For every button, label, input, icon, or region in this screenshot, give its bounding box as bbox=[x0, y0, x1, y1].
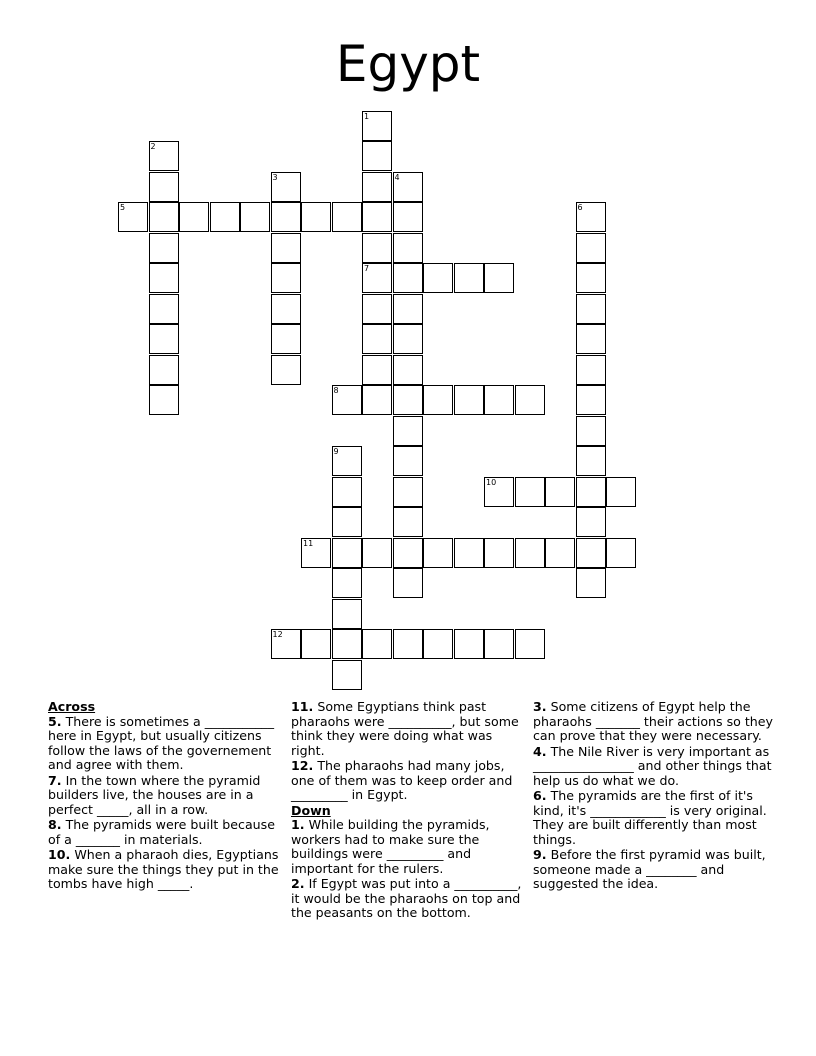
clue-column-3 bbox=[533, 700, 773, 893]
cell-number: 2 bbox=[150, 142, 156, 151]
clue-number: 4. bbox=[533, 743, 547, 759]
clue-text: In the town where the pyramid builders live, the houses are in a perfect _____, all in a row. bbox=[48, 772, 261, 817]
grid-cell[interactable] bbox=[362, 263, 392, 293]
clue-across-5 bbox=[48, 715, 284, 773]
grid-cell[interactable] bbox=[271, 355, 301, 385]
grid-cell[interactable] bbox=[393, 568, 423, 598]
grid-cell[interactable] bbox=[576, 294, 606, 324]
grid-cell[interactable] bbox=[576, 263, 606, 293]
grid-cell[interactable] bbox=[362, 629, 392, 659]
grid-cell[interactable] bbox=[271, 294, 301, 324]
grid-cell[interactable] bbox=[423, 263, 453, 293]
grid-cell[interactable] bbox=[606, 538, 636, 568]
cell-number: 11 bbox=[303, 538, 314, 548]
grid-cell[interactable] bbox=[332, 446, 362, 476]
grid-cell[interactable] bbox=[332, 202, 362, 232]
grid-cell[interactable] bbox=[149, 141, 179, 171]
grid-cell[interactable] bbox=[576, 324, 606, 354]
grid-cell[interactable] bbox=[454, 629, 484, 659]
grid-cell[interactable] bbox=[362, 294, 392, 324]
grid-cell[interactable] bbox=[332, 507, 362, 537]
clue-number: 6. bbox=[533, 788, 547, 803]
grid-cell[interactable] bbox=[515, 477, 545, 507]
grid-cell[interactable] bbox=[362, 141, 392, 171]
grid-cell[interactable] bbox=[606, 477, 636, 507]
grid-cell[interactable] bbox=[271, 629, 301, 659]
grid-cell[interactable] bbox=[271, 172, 301, 202]
grid-cell[interactable] bbox=[393, 202, 423, 232]
grid-cell[interactable] bbox=[149, 294, 179, 324]
grid-cell[interactable] bbox=[301, 538, 331, 568]
grid-cell[interactable] bbox=[393, 538, 423, 568]
clue-down-9 bbox=[533, 848, 773, 892]
cell-number: 7 bbox=[364, 264, 370, 273]
grid-cell[interactable] bbox=[362, 538, 392, 568]
cell-number: 10 bbox=[486, 477, 497, 487]
clue-down-6 bbox=[533, 789, 773, 847]
clue-text: Some citizens of Egypt help the pharaohs _______ their actions so they can prove that they were necessary. bbox=[533, 699, 773, 743]
grid-cell[interactable] bbox=[301, 202, 331, 232]
clue-across-7 bbox=[48, 774, 284, 818]
grid-cell[interactable] bbox=[576, 355, 606, 385]
grid-cell[interactable] bbox=[515, 538, 545, 568]
grid-cell[interactable] bbox=[240, 202, 270, 232]
grid-cell[interactable] bbox=[576, 477, 606, 507]
clue-down-1 bbox=[291, 818, 527, 876]
grid-cell[interactable] bbox=[210, 202, 240, 232]
grid-cell[interactable] bbox=[393, 294, 423, 324]
grid-cell[interactable] bbox=[423, 385, 453, 415]
grid-cell[interactable] bbox=[149, 202, 179, 232]
clue-number: 1. bbox=[291, 817, 305, 832]
grid-cell[interactable] bbox=[393, 172, 423, 202]
clue-number: 7. bbox=[48, 772, 62, 788]
grid-cell[interactable] bbox=[393, 629, 423, 659]
grid-cell[interactable] bbox=[393, 507, 423, 537]
clue-text: The pyramids are the first of it's kind, it's ____________ is very original. They are built differently than most things. bbox=[533, 788, 767, 847]
grid-cell[interactable] bbox=[301, 629, 331, 659]
grid-cell[interactable] bbox=[576, 507, 606, 537]
cell-number: 12 bbox=[272, 630, 283, 639]
grid-cell[interactable] bbox=[271, 202, 301, 232]
grid-cell[interactable] bbox=[149, 385, 179, 415]
grid-cell[interactable] bbox=[149, 172, 179, 202]
grid-cell[interactable] bbox=[423, 629, 453, 659]
cell-number: 8 bbox=[333, 386, 339, 395]
grid-cell[interactable] bbox=[576, 233, 606, 263]
clue-across-10 bbox=[48, 848, 284, 892]
grid-cell[interactable] bbox=[362, 172, 392, 202]
grid-cell[interactable] bbox=[393, 233, 423, 263]
grid-cell[interactable] bbox=[332, 385, 362, 415]
grid-cell[interactable] bbox=[393, 263, 423, 293]
grid-cell[interactable] bbox=[576, 202, 606, 232]
grid-cell[interactable] bbox=[362, 111, 392, 141]
grid-cell[interactable] bbox=[576, 446, 606, 476]
grid-cell[interactable] bbox=[393, 324, 423, 354]
grid-cell[interactable] bbox=[515, 629, 545, 659]
grid-cell[interactable] bbox=[149, 355, 179, 385]
clue-text: The pharaohs had many jobs, one of them was to keep order and _________ in Egypt. bbox=[291, 758, 513, 802]
clue-text: There is sometimes a ___________ here in Egypt, but usually citizens follow the laws of the governement and agree with them. bbox=[48, 713, 275, 772]
grid-cell[interactable] bbox=[362, 233, 392, 263]
grid-cell[interactable] bbox=[332, 599, 362, 629]
clue-number: 3. bbox=[533, 699, 547, 714]
grid-cell[interactable] bbox=[423, 538, 453, 568]
grid-cell[interactable] bbox=[576, 416, 606, 446]
grid-cell[interactable] bbox=[576, 568, 606, 598]
grid-cell[interactable] bbox=[271, 233, 301, 263]
clue-column-2 bbox=[291, 700, 527, 922]
clue-text: Before the first pyramid was built, someone made a ________ and suggested the idea. bbox=[533, 847, 766, 891]
grid-cell[interactable] bbox=[362, 202, 392, 232]
grid-cell[interactable] bbox=[454, 538, 484, 568]
clue-number: 12. bbox=[291, 758, 314, 773]
grid-cell[interactable] bbox=[576, 538, 606, 568]
grid-cell[interactable] bbox=[393, 355, 423, 385]
down-header: Down bbox=[291, 802, 331, 818]
clue-across-8 bbox=[48, 818, 284, 847]
grid-cell[interactable] bbox=[271, 324, 301, 354]
clue-text: The pyramids were built because of a _______ in materials. bbox=[48, 817, 275, 847]
grid-cell[interactable] bbox=[576, 385, 606, 415]
grid-cell[interactable] bbox=[179, 202, 209, 232]
clue-text: When a pharaoh dies, Egyptians make sure the things they put in the tombs have high _____. bbox=[48, 847, 279, 891]
clue-down-3 bbox=[533, 700, 773, 744]
clue-text: While building the pyramids, workers had to make sure the buildings were _________ and important for the rulers. bbox=[291, 817, 490, 876]
grid-cell[interactable] bbox=[484, 629, 514, 659]
clue-text: Some Egyptians think past pharaohs were __________, but some think they were doing what was right. bbox=[291, 699, 519, 758]
clue-number: 8. bbox=[48, 817, 62, 832]
grid-cell[interactable] bbox=[362, 324, 392, 354]
grid-cell[interactable] bbox=[149, 263, 179, 293]
grid-cell[interactable] bbox=[118, 202, 148, 232]
grid-cell[interactable] bbox=[149, 233, 179, 263]
clue-number: 5. bbox=[48, 713, 62, 729]
grid-cell[interactable] bbox=[515, 385, 545, 415]
clue-column-1 bbox=[48, 700, 284, 893]
clue-text: If Egypt was put into a __________, it would be the pharaohs on top and the peasants on the bottom. bbox=[291, 876, 522, 920]
grid-cell[interactable] bbox=[545, 477, 575, 507]
grid-cell[interactable] bbox=[454, 385, 484, 415]
cell-number: 4 bbox=[394, 172, 400, 182]
grid-cell[interactable] bbox=[393, 416, 423, 446]
grid-cell[interactable] bbox=[149, 324, 179, 354]
page-title: Egypt bbox=[335, 35, 481, 93]
clue-down-2 bbox=[291, 877, 527, 921]
clue-number: 9. bbox=[533, 847, 547, 862]
clue-number: 10. bbox=[48, 847, 71, 862]
grid-cell[interactable] bbox=[484, 385, 514, 415]
across-header: Across bbox=[48, 699, 96, 714]
clue-across-12 bbox=[291, 759, 527, 803]
cell-number: 9 bbox=[333, 447, 339, 456]
clue-text: The Nile River is very important as ________________ and other things that help us do what we do. bbox=[533, 743, 772, 788]
clue-number: 11. bbox=[291, 699, 314, 714]
grid-cell[interactable] bbox=[393, 446, 423, 476]
clue-down-4 bbox=[533, 745, 773, 789]
grid-cell[interactable] bbox=[454, 263, 484, 293]
grid-cell[interactable] bbox=[545, 538, 575, 568]
grid-cell[interactable] bbox=[332, 538, 362, 568]
grid-cell[interactable] bbox=[271, 263, 301, 293]
grid-cell[interactable] bbox=[393, 477, 423, 507]
grid-cell[interactable] bbox=[484, 477, 514, 507]
grid-cell[interactable] bbox=[362, 355, 392, 385]
grid-cell[interactable] bbox=[332, 660, 362, 690]
cell-number: 5 bbox=[120, 203, 126, 212]
grid-cell[interactable] bbox=[393, 385, 423, 415]
grid-cell[interactable] bbox=[484, 538, 514, 568]
grid-cell[interactable] bbox=[362, 385, 392, 415]
cell-number: 1 bbox=[364, 111, 370, 121]
grid-cell[interactable] bbox=[332, 629, 362, 659]
grid-cell[interactable] bbox=[332, 477, 362, 507]
grid-cell[interactable] bbox=[332, 568, 362, 598]
grid-cell[interactable] bbox=[484, 263, 514, 293]
cell-number: 3 bbox=[272, 172, 278, 182]
cell-number: 6 bbox=[577, 203, 583, 212]
clue-number: 2. bbox=[291, 876, 305, 891]
clue-across-11 bbox=[291, 700, 527, 758]
